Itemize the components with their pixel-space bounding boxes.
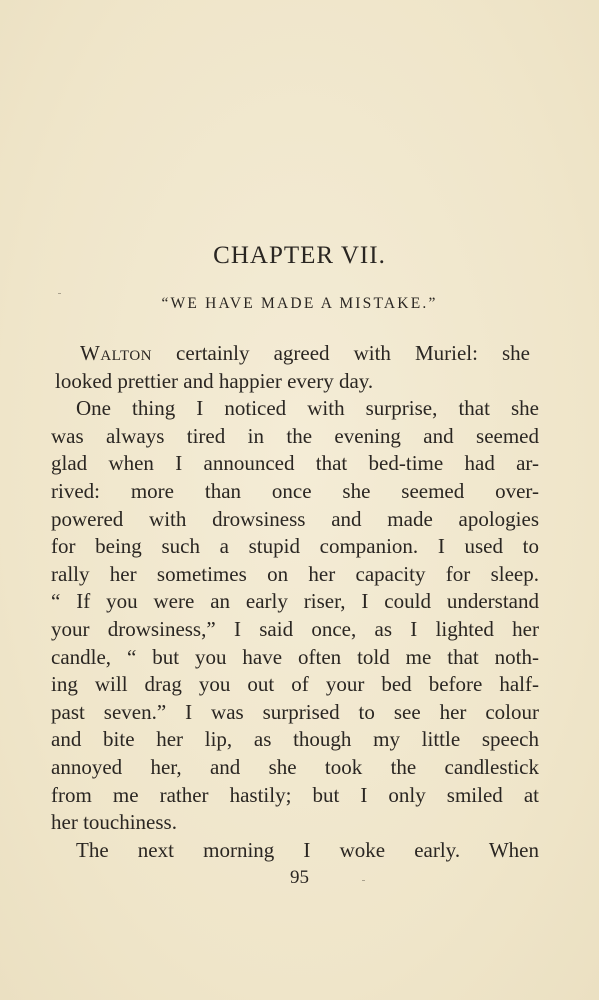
text-line: rally her sometimes on her capacity for sleep. — [51, 561, 539, 586]
chapter-subtitle: “WE HAVE MADE A MISTAKE.” — [161, 295, 438, 312]
text-line: powered with drowsiness and made apologies — [51, 506, 539, 531]
text-line: past seven.” I was surprised to see her colour — [51, 699, 539, 724]
text-line: her touchiness. — [51, 810, 177, 835]
text-line: Walton certainly agreed with Muriel: she — [80, 341, 530, 365]
paper-speck — [58, 293, 61, 294]
text-line: “ If you were an early riser, I could understand — [51, 589, 539, 614]
body-text — [51, 340, 540, 864]
text-line: One thing I noticed with surprise, that she — [76, 396, 539, 421]
text-line: your drowsiness,” I said once, as I lighted her — [51, 616, 539, 641]
text-line: annoyed her, and she took the candlestick — [51, 754, 539, 779]
drop-word: Walton — [80, 341, 152, 365]
paper-speck — [362, 880, 365, 881]
text-line: was always tired in the evening and seemed — [51, 423, 539, 448]
chapter-title: CHAPTER VII. — [213, 242, 386, 269]
text-line: glad when I announced that bed-time had ar- — [51, 451, 539, 476]
text-line: and bite her lip, as though my little speech — [51, 727, 539, 752]
text-line: looked prettier and happier every day. — [55, 368, 374, 393]
text-line: ing will drag you out of your bed before half- — [51, 672, 539, 697]
text-line: from me rather hastily; but I only smiled at — [51, 782, 539, 807]
text-line: candle, “ but you have often told me that noth- — [51, 644, 539, 669]
page-number: 95 — [290, 867, 309, 888]
text-line: The next morning I woke early. When — [76, 837, 539, 862]
text-line: for being such a stupid companion. I used to — [51, 534, 539, 559]
text-line: rived: more than once she seemed over- — [51, 478, 539, 503]
